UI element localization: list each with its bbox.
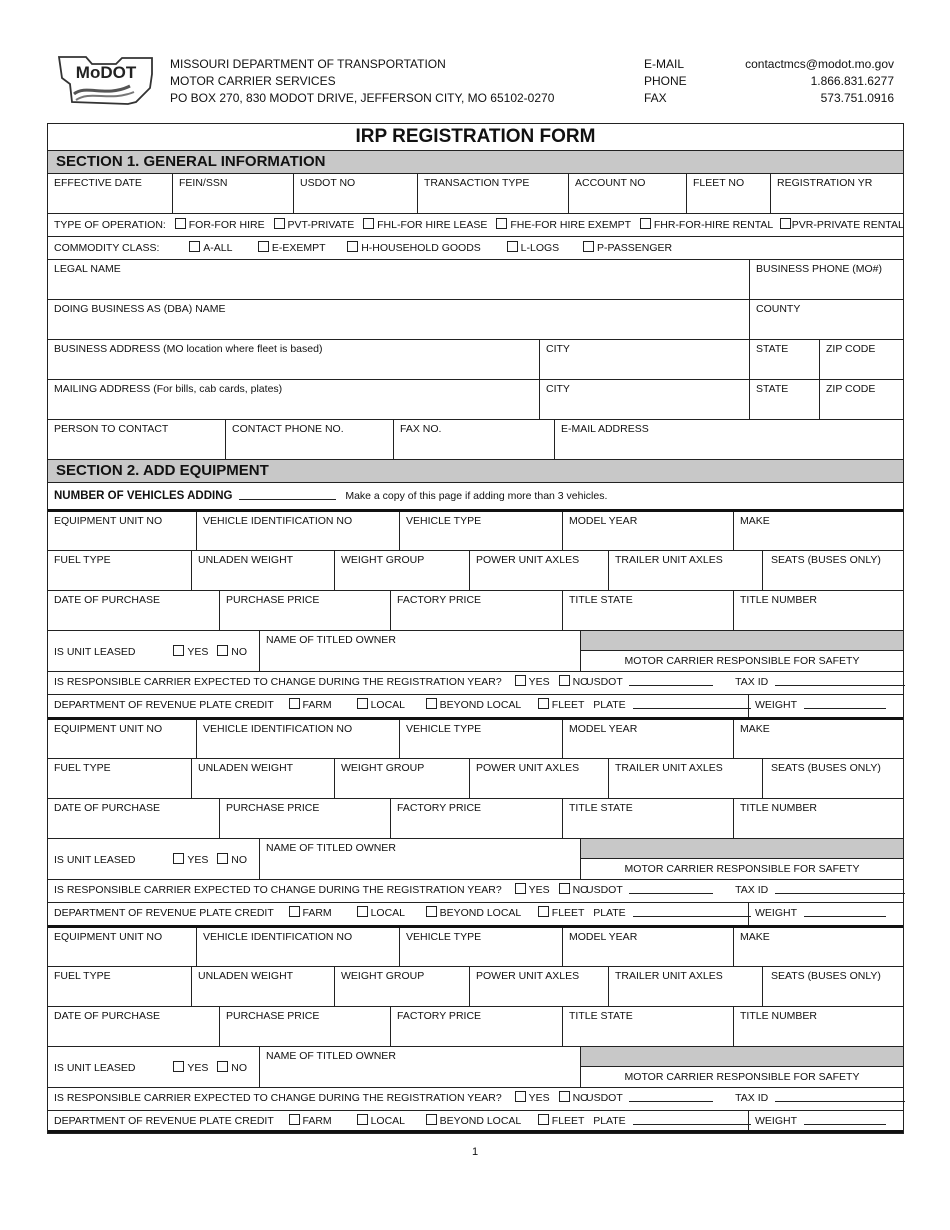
irp-registration-form	[47, 123, 904, 1134]
weight-input[interactable]	[804, 1114, 886, 1125]
checkbox[interactable]	[559, 1091, 570, 1102]
checkbox[interactable]	[426, 1114, 437, 1125]
equipment-row-6	[48, 1110, 903, 1133]
date-of-purchase-field[interactable]: DATE OF PURCHASE	[54, 1010, 160, 1022]
equipment-row-4	[48, 630, 903, 671]
carrier-change-cell	[48, 1088, 589, 1110]
dba-name-field[interactable]: DOING BUSINESS AS (DBA) NAME	[54, 303, 226, 315]
purchase-price-field[interactable]: PURCHASE PRICE	[219, 591, 390, 630]
no-label: NO	[231, 1062, 248, 1074]
usdot-input[interactable]	[629, 883, 713, 894]
titled-owner-field[interactable]: NAME OF TITLED OWNER	[259, 839, 580, 879]
plate-credit-cell	[48, 903, 748, 925]
business-phone-field[interactable]: BUSINESS PHONE (MO#)	[749, 260, 903, 299]
equipment-row-1	[48, 925, 903, 966]
account-no-field[interactable]: ACCOUNT NO	[568, 174, 686, 213]
title-number-field[interactable]: TITLE NUMBER	[733, 1007, 903, 1046]
equipment-block	[48, 717, 903, 925]
make-field[interactable]: MAKE	[733, 512, 903, 550]
equipment-row-3	[48, 1006, 903, 1046]
commodity-option: H-HOUSEHOLD GOODS	[361, 242, 481, 254]
type-of-operation-row	[48, 213, 903, 236]
equipment-row-4	[48, 1046, 903, 1087]
title-number-field[interactable]: TITLE NUMBER	[733, 591, 903, 630]
power-unit-axles-field[interactable]: POWER UNIT AXLES	[469, 967, 608, 1006]
yes-label: YES	[528, 676, 550, 688]
yes-label: YES	[528, 884, 550, 896]
factory-price-field[interactable]: FACTORY PRICE	[390, 799, 562, 838]
title-state-field[interactable]: TITLE STATE	[562, 1007, 733, 1046]
checkbox[interactable]	[173, 1061, 184, 1072]
make-field[interactable]: MAKE	[733, 928, 903, 966]
fax-value: 573.751.0916	[820, 91, 894, 105]
unladen-weight-field[interactable]: UNLADEN WEIGHT	[191, 967, 334, 1006]
title-state-field[interactable]: TITLE STATE	[562, 799, 733, 838]
plate-input[interactable]	[633, 906, 751, 917]
commodity-option: L-LOGS	[520, 242, 560, 254]
copy-note: Make a copy of this page if adding more than 3 vehicles.	[345, 490, 608, 502]
weight-input[interactable]	[804, 906, 886, 917]
weight-label: WEIGHT	[755, 907, 797, 919]
phone-value: 1.866.831.6277	[810, 74, 894, 88]
business-address-row	[48, 339, 903, 379]
dor-plate-credit-label: DEPARTMENT OF REVENUE PLATE CREDIT	[54, 699, 274, 711]
weight-label: WEIGHT	[755, 699, 797, 711]
county-field[interactable]: COUNTY	[749, 300, 903, 339]
commodity-option: P-PASSENGER	[597, 242, 673, 254]
checkbox[interactable]	[426, 906, 437, 917]
unit-leased-cell	[48, 839, 259, 879]
beyond-local-label: BEYOND LOCAL	[439, 699, 521, 711]
checkbox[interactable]	[357, 698, 368, 709]
vehicles-adding-row	[48, 482, 903, 509]
farm-label: FARM	[302, 1115, 332, 1127]
model-year-field[interactable]: MODEL YEAR	[562, 928, 733, 966]
vehicle-type-field[interactable]: VEHICLE TYPE	[399, 928, 562, 966]
checkbox[interactable]	[357, 906, 368, 917]
tax-id-input[interactable]	[775, 675, 905, 686]
commodity-option: E-EXEMPT	[271, 242, 326, 254]
power-unit-axles-field[interactable]: POWER UNIT AXLES	[469, 551, 608, 590]
carrier-ids-cell	[580, 1088, 903, 1110]
form-title: IRP REGISTRATION FORM	[355, 126, 596, 147]
tax-id-label: TAX ID	[735, 676, 769, 688]
checkbox[interactable]	[559, 883, 570, 894]
yes-label: YES	[187, 646, 209, 658]
unit-leased-label: IS UNIT LEASED	[54, 854, 136, 866]
mailing-address-field[interactable]: MAILING ADDRESS (For bills, cab cards, plates)	[54, 383, 283, 395]
weight-label: WEIGHT	[755, 1115, 797, 1127]
checkbox[interactable]	[515, 675, 526, 686]
checkbox[interactable]	[217, 645, 228, 656]
mailing-zip-field[interactable]: ZIP CODE	[819, 380, 903, 419]
org-division: MOTOR CARRIER SERVICES	[170, 74, 336, 88]
checkbox[interactable]	[175, 218, 186, 229]
checkbox[interactable]	[426, 698, 437, 709]
legal-name-field[interactable]: LEGAL NAME	[54, 263, 121, 275]
vehicles-adding-label: NUMBER OF VEHICLES ADDING	[54, 490, 233, 502]
operation-option: FOR-FOR HIRE	[188, 219, 265, 231]
fax-label: FAX	[644, 91, 667, 105]
yes-label: YES	[187, 1062, 209, 1074]
vin-field[interactable]: VEHICLE IDENTIFICATION NO	[196, 512, 399, 550]
factory-price-field[interactable]: FACTORY PRICE	[390, 591, 562, 630]
checkbox[interactable]	[289, 906, 300, 917]
carrier-change-question: IS RESPONSIBLE CARRIER EXPECTED TO CHANGE DURING THE REGISTRATION YEAR?	[54, 1092, 502, 1104]
business-address-field[interactable]: BUSINESS ADDRESS (MO location where fleet is based)	[54, 343, 323, 355]
type-of-operation-label: TYPE OF OPERATION:	[54, 219, 166, 231]
title-number-field[interactable]: TITLE NUMBER	[733, 799, 903, 838]
beyond-local-label: BEYOND LOCAL	[439, 1115, 521, 1127]
plate-label: PLATE	[593, 907, 626, 919]
legal-name-row	[48, 259, 903, 299]
fuel-type-field[interactable]: FUEL TYPE	[54, 762, 111, 774]
commodity-class-label: COMMODITY CLASS:	[54, 242, 160, 254]
business-state-field[interactable]: STATE	[749, 340, 819, 379]
plate-credit-cell	[48, 695, 748, 717]
checkbox[interactable]	[538, 906, 549, 917]
section1-header: SECTION 1. GENERAL INFORMATION	[48, 150, 903, 173]
trailer-unit-axles-field[interactable]: TRAILER UNIT AXLES	[608, 551, 762, 590]
org-address: PO BOX 270, 830 MODOT DRIVE, JEFFERSON CITY, MO 65102-0270	[170, 91, 555, 105]
plate-input[interactable]	[633, 1114, 751, 1125]
carrier-change-question: IS RESPONSIBLE CARRIER EXPECTED TO CHANGE DURING THE REGISTRATION YEAR?	[54, 676, 502, 688]
usdot-label: USDOT	[586, 676, 623, 688]
no-label: NO	[231, 854, 248, 866]
vehicle-type-field[interactable]: VEHICLE TYPE	[399, 512, 562, 550]
section2-header: SECTION 2. ADD EQUIPMENT	[48, 459, 903, 482]
carrier-responsible-label: MOTOR CARRIER RESPONSIBLE FOR SAFETY	[580, 651, 903, 671]
purchase-price-field[interactable]: PURCHASE PRICE	[219, 1007, 390, 1046]
dba-row	[48, 299, 903, 339]
local-label: LOCAL	[370, 1115, 405, 1127]
equipment-unit-no-field[interactable]: EQUIPMENT UNIT NO	[54, 723, 163, 735]
checkbox[interactable]	[780, 218, 791, 229]
seats-field[interactable]: SEATS (BUSES ONLY)	[762, 759, 903, 798]
general-info-row	[48, 173, 903, 213]
equipment-block	[48, 925, 903, 1133]
checkbox[interactable]	[538, 1114, 549, 1125]
weight-input[interactable]	[804, 698, 886, 709]
checkbox[interactable]	[538, 698, 549, 709]
tax-id-input[interactable]	[775, 883, 905, 894]
equipment-unit-no-field[interactable]: EQUIPMENT UNIT NO	[54, 931, 163, 943]
beyond-local-label: BEYOND LOCAL	[439, 907, 521, 919]
carrier-ids-cell	[580, 672, 903, 694]
checkbox[interactable]	[515, 1091, 526, 1102]
weight-group-field[interactable]: WEIGHT GROUP	[334, 967, 469, 1006]
effective-date-field[interactable]: EFFECTIVE DATE	[54, 177, 142, 189]
email-label: E-MAIL	[644, 57, 685, 71]
phone-label: PHONE	[644, 74, 687, 88]
checkbox[interactable]	[363, 218, 374, 229]
weight-cell	[748, 903, 903, 925]
fleet-no-field[interactable]: FLEET NO	[686, 174, 770, 213]
fein-field[interactable]: FEIN/SSN	[172, 174, 293, 213]
person-to-contact-field[interactable]: PERSON TO CONTACT	[54, 423, 169, 435]
operation-option: FHR-FOR-HIRE RENTAL	[653, 219, 773, 231]
business-city-field[interactable]: CITY	[539, 340, 749, 379]
factory-price-field[interactable]: FACTORY PRICE	[390, 1007, 562, 1046]
plate-label: PLATE	[593, 699, 626, 711]
carrier-gray-band	[580, 631, 903, 651]
vehicle-type-field[interactable]: VEHICLE TYPE	[399, 720, 562, 758]
unit-leased-label: IS UNIT LEASED	[54, 1062, 136, 1074]
tax-id-label: TAX ID	[735, 1092, 769, 1104]
equipment-blocks	[48, 509, 903, 1133]
email-address-field[interactable]: E-MAIL ADDRESS	[554, 420, 903, 459]
checkbox[interactable]	[640, 218, 651, 229]
mailing-address-row	[48, 379, 903, 419]
vehicles-adding-input[interactable]	[239, 489, 336, 500]
registration-yr-field[interactable]: REGISTRATION YR	[770, 174, 903, 213]
yes-label: YES	[187, 854, 209, 866]
unladen-weight-field[interactable]: UNLADEN WEIGHT	[191, 551, 334, 590]
farm-label: FARM	[302, 699, 332, 711]
vin-field[interactable]: VEHICLE IDENTIFICATION NO	[196, 720, 399, 758]
email-value[interactable]: contactmcs@modot.mo.gov	[745, 57, 894, 71]
usdot-input[interactable]	[629, 1091, 713, 1102]
checkbox[interactable]	[217, 853, 228, 864]
seats-field[interactable]: SEATS (BUSES ONLY)	[762, 551, 903, 590]
equipment-row-3	[48, 798, 903, 838]
commodity-class-row	[48, 236, 903, 259]
equipment-row-5	[48, 671, 903, 694]
power-unit-axles-field[interactable]: POWER UNIT AXLES	[469, 759, 608, 798]
model-year-field[interactable]: MODEL YEAR	[562, 512, 733, 550]
checkbox[interactable]	[274, 218, 285, 229]
model-year-field[interactable]: MODEL YEAR	[562, 720, 733, 758]
no-label: NO	[572, 884, 589, 896]
usdot-label: USDOT	[586, 1092, 623, 1104]
mailing-city-field[interactable]: CITY	[539, 380, 749, 419]
contact-labels	[644, 56, 687, 107]
fleet-label: FLEET	[551, 1115, 585, 1127]
weight-cell	[748, 695, 903, 717]
plate-label: PLATE	[593, 1115, 626, 1127]
usdot-input[interactable]	[629, 675, 713, 686]
carrier-change-cell	[48, 672, 589, 694]
unit-leased-cell	[48, 631, 259, 671]
weight-cell	[748, 1111, 903, 1130]
equipment-block	[48, 509, 903, 717]
contact-values	[745, 56, 894, 107]
make-field[interactable]: MAKE	[733, 720, 903, 758]
equipment-row-2	[48, 966, 903, 1006]
checkbox[interactable]	[507, 241, 518, 252]
carrier-ids-cell	[580, 880, 903, 902]
modot-logo	[56, 54, 154, 106]
checkbox[interactable]	[357, 1114, 368, 1125]
weight-group-field[interactable]: WEIGHT GROUP	[334, 551, 469, 590]
carrier-gray-band	[580, 839, 903, 859]
carrier-change-cell	[48, 880, 589, 902]
operation-option: FHE-FOR HIRE EXEMPT	[510, 219, 631, 231]
seats-field[interactable]: SEATS (BUSES ONLY)	[762, 967, 903, 1006]
date-of-purchase-field[interactable]: DATE OF PURCHASE	[54, 594, 160, 606]
checkbox[interactable]	[258, 241, 269, 252]
trailer-unit-axles-field[interactable]: TRAILER UNIT AXLES	[608, 759, 762, 798]
usdot-field[interactable]: USDOT NO	[293, 174, 417, 213]
no-label: NO	[231, 646, 248, 658]
tax-id-input[interactable]	[775, 1091, 905, 1102]
carrier-responsible-label: MOTOR CARRIER RESPONSIBLE FOR SAFETY	[580, 859, 903, 879]
checkbox[interactable]	[217, 1061, 228, 1072]
carrier-gray-band	[580, 1047, 903, 1067]
checkbox[interactable]	[173, 853, 184, 864]
org-name: MISSOURI DEPARTMENT OF TRANSPORTATION	[170, 57, 446, 71]
fuel-type-field[interactable]: FUEL TYPE	[54, 970, 111, 982]
operation-option: PVR-PRIVATE RENTAL	[791, 219, 904, 231]
equipment-row-3	[48, 590, 903, 630]
checkbox[interactable]	[289, 698, 300, 709]
unit-leased-label: IS UNIT LEASED	[54, 646, 136, 658]
commodity-option: A-ALL	[203, 242, 233, 254]
weight-group-field[interactable]: WEIGHT GROUP	[334, 759, 469, 798]
equipment-row-5	[48, 879, 903, 902]
local-label: LOCAL	[370, 699, 405, 711]
fuel-type-field[interactable]: FUEL TYPE	[54, 554, 111, 566]
page-number: 1	[471, 1146, 479, 1158]
titled-owner-field[interactable]: NAME OF TITLED OWNER	[259, 631, 580, 671]
checkbox[interactable]	[515, 883, 526, 894]
fax-no-field[interactable]: FAX NO.	[393, 420, 554, 459]
trailer-unit-axles-field[interactable]: TRAILER UNIT AXLES	[608, 967, 762, 1006]
yes-label: YES	[528, 1092, 550, 1104]
equipment-row-5	[48, 1087, 903, 1110]
farm-label: FARM	[302, 907, 332, 919]
dor-plate-credit-label: DEPARTMENT OF REVENUE PLATE CREDIT	[54, 907, 274, 919]
checkbox[interactable]	[173, 645, 184, 656]
checkbox[interactable]	[189, 241, 200, 252]
business-zip-field[interactable]: ZIP CODE	[819, 340, 903, 379]
equipment-row-2	[48, 758, 903, 798]
carrier-responsible-label: MOTOR CARRIER RESPONSIBLE FOR SAFETY	[580, 1067, 903, 1087]
unit-leased-cell	[48, 1047, 259, 1087]
operation-option: PVT-PRIVATE	[287, 219, 355, 231]
vin-field[interactable]: VEHICLE IDENTIFICATION NO	[196, 928, 399, 966]
equipment-row-1	[48, 509, 903, 550]
fleet-label: FLEET	[551, 907, 585, 919]
purchase-price-field[interactable]: PURCHASE PRICE	[219, 799, 390, 838]
equipment-row-2	[48, 550, 903, 590]
mailing-state-field[interactable]: STATE	[749, 380, 819, 419]
unladen-weight-field[interactable]: UNLADEN WEIGHT	[191, 759, 334, 798]
equipment-row-6	[48, 694, 903, 717]
equipment-row-1	[48, 717, 903, 758]
checkbox[interactable]	[559, 675, 570, 686]
tax-id-label: TAX ID	[735, 884, 769, 896]
checkbox[interactable]	[496, 218, 507, 229]
fleet-label: FLEET	[551, 699, 585, 711]
equipment-row-4	[48, 838, 903, 879]
logo-text: MoDOT	[75, 63, 137, 82]
titled-owner-field[interactable]: NAME OF TITLED OWNER	[259, 1047, 580, 1087]
contact-phone-field[interactable]: CONTACT PHONE NO.	[225, 420, 393, 459]
date-of-purchase-field[interactable]: DATE OF PURCHASE	[54, 802, 160, 814]
checkbox[interactable]	[583, 241, 594, 252]
equipment-unit-no-field[interactable]: EQUIPMENT UNIT NO	[54, 515, 163, 527]
plate-credit-cell	[48, 1111, 748, 1130]
carrier-change-question: IS RESPONSIBLE CARRIER EXPECTED TO CHANGE DURING THE REGISTRATION YEAR?	[54, 884, 502, 896]
dor-plate-credit-label: DEPARTMENT OF REVENUE PLATE CREDIT	[54, 1115, 274, 1127]
no-label: NO	[572, 1092, 589, 1104]
org-address-block	[170, 56, 554, 107]
checkbox[interactable]	[289, 1114, 300, 1125]
usdot-label: USDOT	[586, 884, 623, 896]
local-label: LOCAL	[370, 907, 405, 919]
no-label: NO	[572, 676, 589, 688]
checkbox[interactable]	[347, 241, 358, 252]
contact-row	[48, 419, 903, 459]
transaction-type-field[interactable]: TRANSACTION TYPE	[417, 174, 568, 213]
equipment-row-6	[48, 902, 903, 925]
title-state-field[interactable]: TITLE STATE	[562, 591, 733, 630]
operation-option: FHL-FOR HIRE LEASE	[377, 219, 488, 231]
plate-input[interactable]	[633, 698, 751, 709]
